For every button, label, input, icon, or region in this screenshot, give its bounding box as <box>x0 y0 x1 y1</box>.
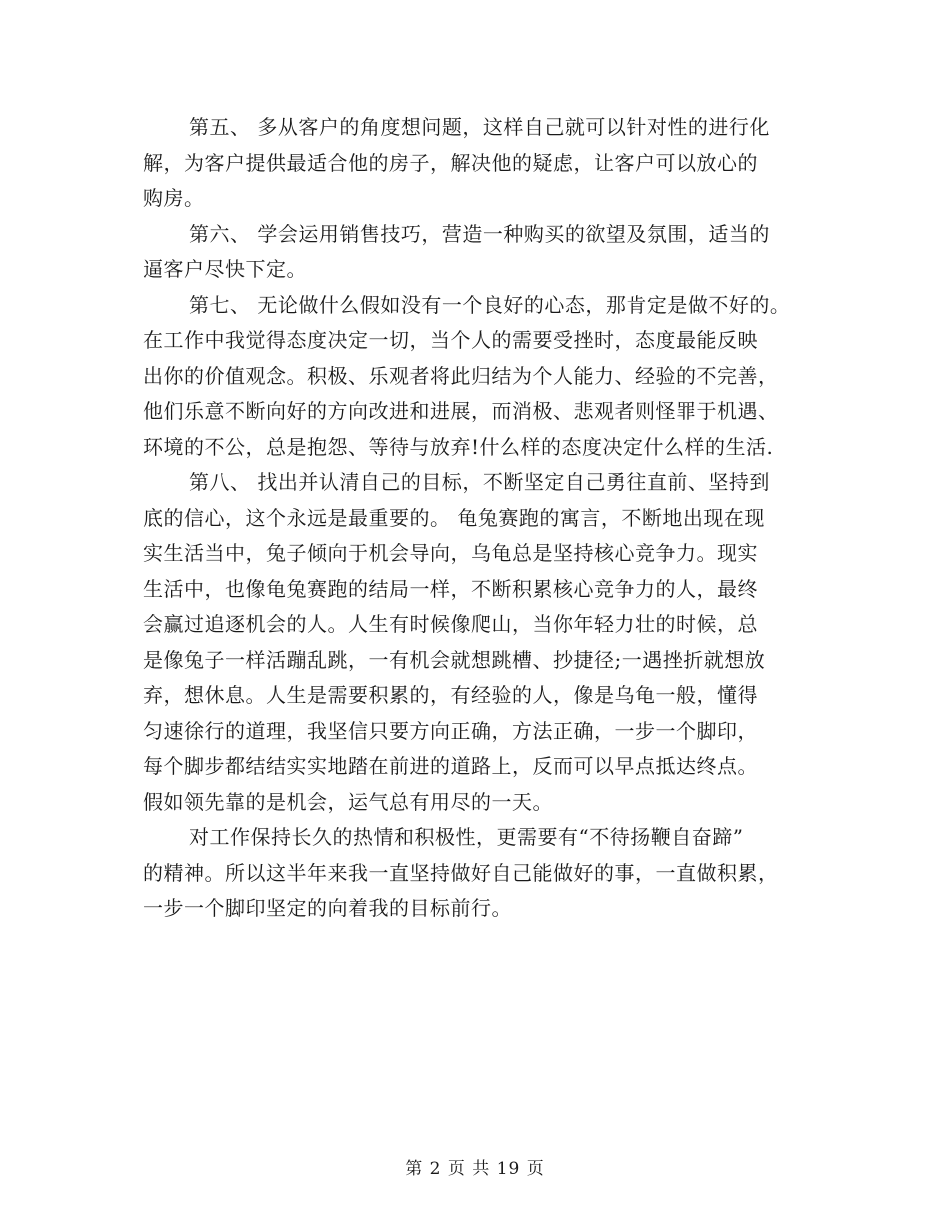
paragraph-6 <box>143 217 823 288</box>
text-line: 生活中，也像龟兔赛跑的结局一样，不断积累核心竞争力的人，最终 <box>143 576 758 601</box>
text-line: 第七、 无论做什么假如没有一个良好的心态，那肯定是做不好的。 <box>189 292 791 317</box>
text-line: 每个脚步都结结实实地踏在前进的道路上，反而可以早点抵达终点。 <box>143 754 758 778</box>
text-line: 第八、 找出并认清自己的目标，不断坚定自己勇往直前、坚持到 <box>189 470 770 494</box>
document-body <box>143 110 823 927</box>
text-line: 解，为客户提供最适合他的房子，解决他的疑虑，让客户可以放心的 <box>143 150 758 175</box>
text-line: 对工作保持长久的热情和积极性，更需要有“不待扬鞭自奋蹄” <box>189 825 744 849</box>
text-line: 逼客户尽快下定。 <box>143 257 307 281</box>
text-line: 假如领先靠的是机会，运气总有用尽的一天。 <box>143 789 553 814</box>
text-line: 购房。 <box>143 186 205 210</box>
text-line: 是像兔子一样活蹦乱跳，一有机会就想跳槽、抄捷径;一遇挫折就想放 <box>143 647 766 672</box>
page-number-footer: 第 2 页 共 19 页 <box>405 1159 545 1179</box>
text-line: 底的信心，这个永远是最重要的。 龟兔赛跑的寓言，不断地出现在现 <box>143 505 765 530</box>
paragraph-5 <box>143 110 823 217</box>
text-line: 匀速徐行的道理，我坚信只要方向正确，方法正确，一步一个脚印， <box>143 718 758 743</box>
paragraph-7 <box>143 288 823 466</box>
paragraph-closing <box>143 820 823 927</box>
text-line: 第五、 多从客户的角度想问题，这样自己就可以针对性的进行化 <box>189 115 770 139</box>
text-line: 环境的不公，总是抱怨、等待与放弃!什么样的态度决定什么样的生活. <box>143 434 774 459</box>
text-line: 实生活当中，兔子倾向于机会导向，乌龟总是坚持核心竞争力。现实 <box>143 541 758 565</box>
text-line: 第六、 学会运用销售技巧，营造一种购买的欲望及氛围，适当的 <box>189 221 770 246</box>
text-line: 的精神。所以这半年来我一直坚持做好自己能做好的事，一直做积累， <box>143 860 779 885</box>
text-line: 在工作中我觉得态度决定一切，当个人的需要受挫时，态度最能反映 <box>143 328 758 352</box>
paragraph-8 <box>143 465 823 820</box>
text-line: 会赢过追逐机会的人。人生有时候像爬山，当你年轻力壮的时候，总 <box>143 612 758 636</box>
text-line: 他们乐意不断向好的方向改进和进展，而消极、悲观者则怪罪于机遇、 <box>143 399 779 423</box>
text-line: 出你的价值观念。积极、乐观者将此归结为个人能力、经验的不完善， <box>143 363 779 388</box>
text-line: 一步一个脚印坚定的向着我的目标前行。 <box>143 896 512 920</box>
text-line: 弃，想休息。人生是需要积累的，有经验的人，像是乌龟一般，懂得 <box>143 683 758 707</box>
